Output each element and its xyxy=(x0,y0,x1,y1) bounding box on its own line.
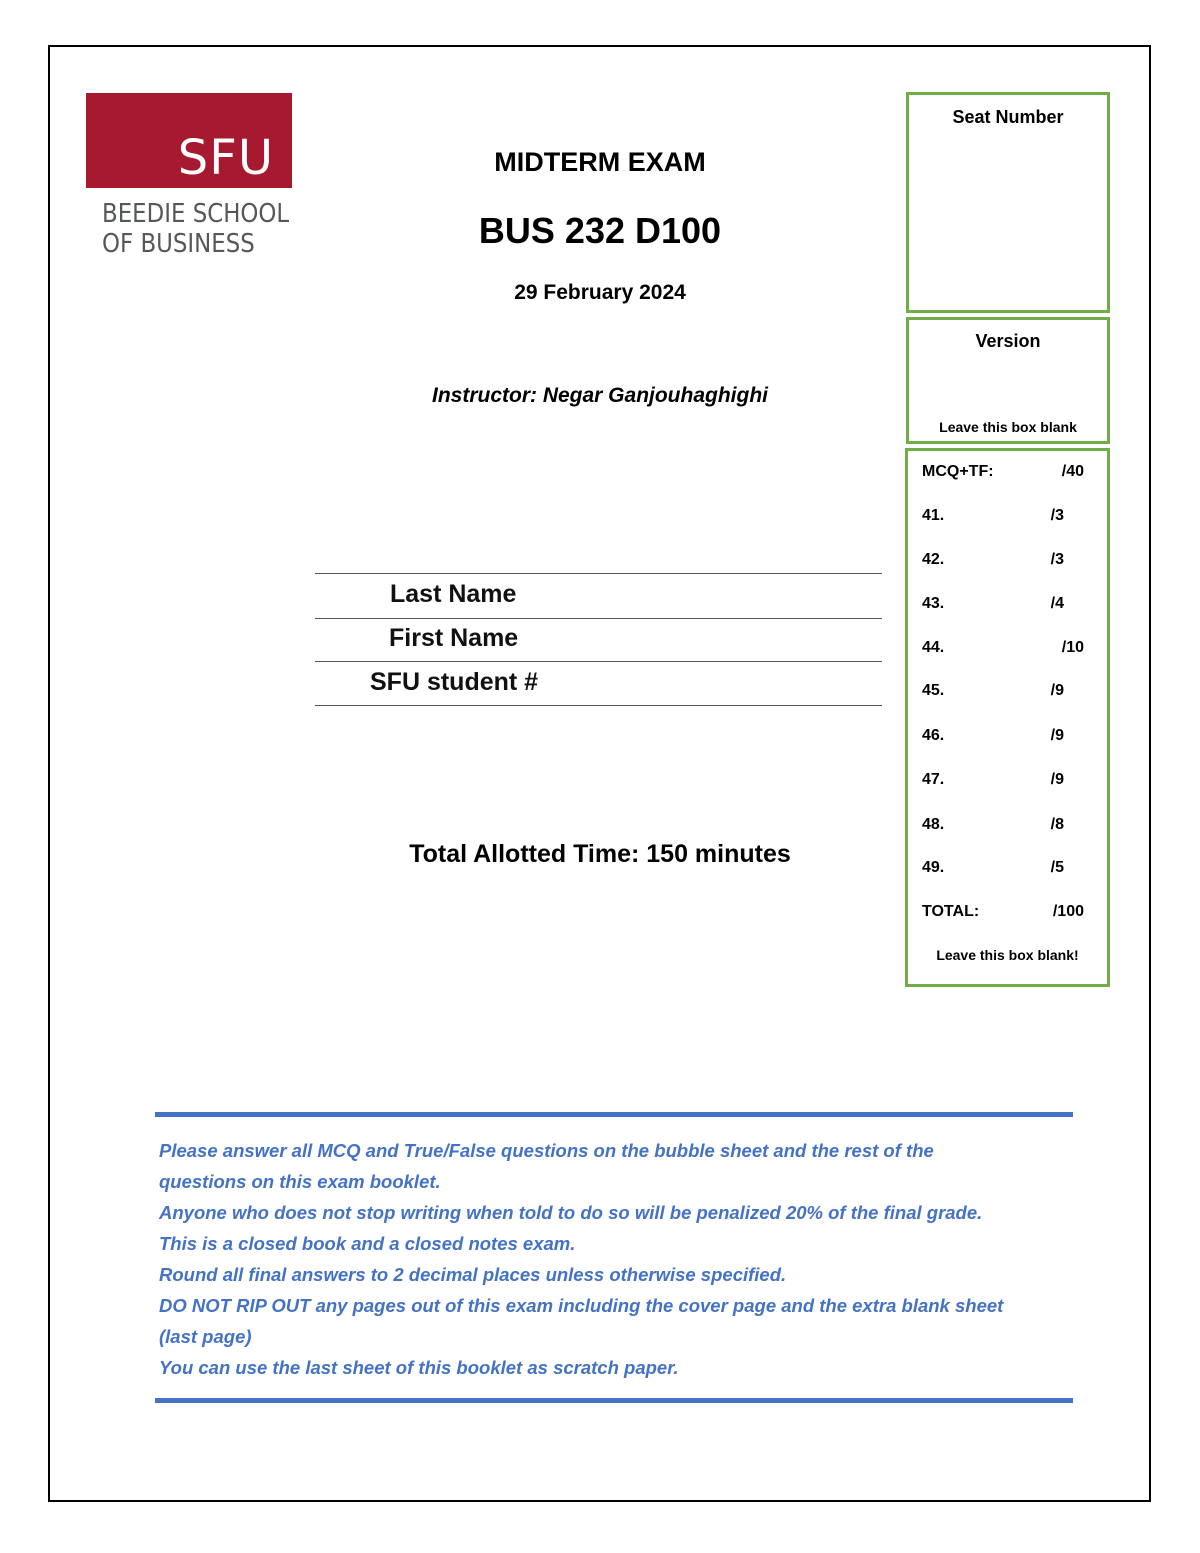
version-note: Leave this box blank xyxy=(939,419,1077,435)
seat-number-box[interactable] xyxy=(906,92,1110,313)
first-name-field[interactable] xyxy=(315,661,882,662)
score-question: 46. xyxy=(922,727,945,744)
instructions-rule-top xyxy=(155,1112,1073,1117)
score-marks: /40 xyxy=(1061,463,1084,480)
score-row xyxy=(922,727,1092,751)
score-question: 47. xyxy=(922,771,945,788)
total-time: Total Allotted Time: 150 minutes xyxy=(409,840,791,868)
score-marks: /3 xyxy=(1050,551,1064,568)
instructions-block xyxy=(159,1135,1079,1383)
version-title: Version xyxy=(975,331,1041,351)
score-row xyxy=(922,507,1092,531)
logo-subtitle-line1: BEEDIE SCHOOL xyxy=(102,199,290,229)
exam-date: 29 February 2024 xyxy=(514,281,686,304)
score-question: 45. xyxy=(922,682,945,699)
score-marks: /4 xyxy=(1050,595,1064,612)
score-marks: /100 xyxy=(1052,903,1084,920)
seat-number-title: Seat Number xyxy=(952,107,1064,127)
score-marks: /9 xyxy=(1050,727,1064,744)
first-name-label: First Name xyxy=(389,624,519,652)
scores-note: Leave this box blank! xyxy=(936,947,1079,963)
instruction-line: You can use the last sheet of this booklet as scratch paper. xyxy=(159,1357,679,1378)
instruction-line: questions on this exam booklet. xyxy=(159,1171,441,1192)
score-row xyxy=(922,595,1092,619)
student-number-label: SFU student # xyxy=(370,668,539,696)
score-question: 44. xyxy=(922,639,945,656)
score-row xyxy=(922,639,1092,663)
score-row xyxy=(922,859,1092,883)
instruction-line: Anyone who does not stop writing when told to do so will be penalized 20% of the final grade. xyxy=(159,1202,983,1223)
score-marks: /3 xyxy=(1050,507,1064,524)
field-line-top xyxy=(315,573,882,574)
instruction-line: This is a closed book and a closed notes exam. xyxy=(159,1233,576,1254)
last-name-label: Last Name xyxy=(390,580,517,608)
instruction-line: DO NOT RIP OUT any pages out of this exam including the cover page and the extra blank sheet xyxy=(159,1295,1004,1316)
logo-subtitle-line2: OF BUSINESS xyxy=(102,229,255,259)
logo-subtitle xyxy=(102,199,296,259)
score-row xyxy=(922,463,1092,487)
course-code: BUS 232 D100 xyxy=(478,210,722,251)
sfu-logo xyxy=(86,93,292,188)
score-question: 49. xyxy=(922,859,945,876)
score-marks: /5 xyxy=(1050,859,1064,876)
last-name-field[interactable] xyxy=(315,618,882,619)
score-row xyxy=(922,551,1092,575)
score-row xyxy=(922,816,1092,840)
score-question: TOTAL: xyxy=(922,903,980,920)
score-row xyxy=(922,682,1092,706)
scores-box xyxy=(905,448,1110,987)
score-question: 48. xyxy=(922,816,945,833)
score-question: MCQ+TF: xyxy=(922,463,994,480)
score-row xyxy=(922,903,1092,927)
exam-type-title: MIDTERM EXAM xyxy=(494,147,706,177)
score-marks: /9 xyxy=(1050,682,1064,699)
score-marks: /8 xyxy=(1050,816,1064,833)
instructions-rule-bottom xyxy=(155,1398,1073,1403)
score-marks: /10 xyxy=(1061,639,1084,656)
instruction-line: (last page) xyxy=(159,1326,252,1347)
instruction-line: Round all final answers to 2 decimal places unless otherwise specified. xyxy=(159,1264,787,1285)
student-number-field[interactable] xyxy=(315,705,882,706)
instruction-line: Please answer all MCQ and True/False questions on the bubble sheet and the rest of the xyxy=(159,1140,934,1161)
score-question: 42. xyxy=(922,551,945,568)
score-marks: /9 xyxy=(1050,771,1064,788)
version-box xyxy=(906,317,1110,444)
instructor-name: Instructor: Negar Ganjouhaghighi xyxy=(431,384,768,407)
score-question: 41. xyxy=(922,507,945,524)
score-row xyxy=(922,771,1092,795)
logo-wordmark: SFU xyxy=(177,130,274,186)
score-question: 43. xyxy=(922,595,945,612)
